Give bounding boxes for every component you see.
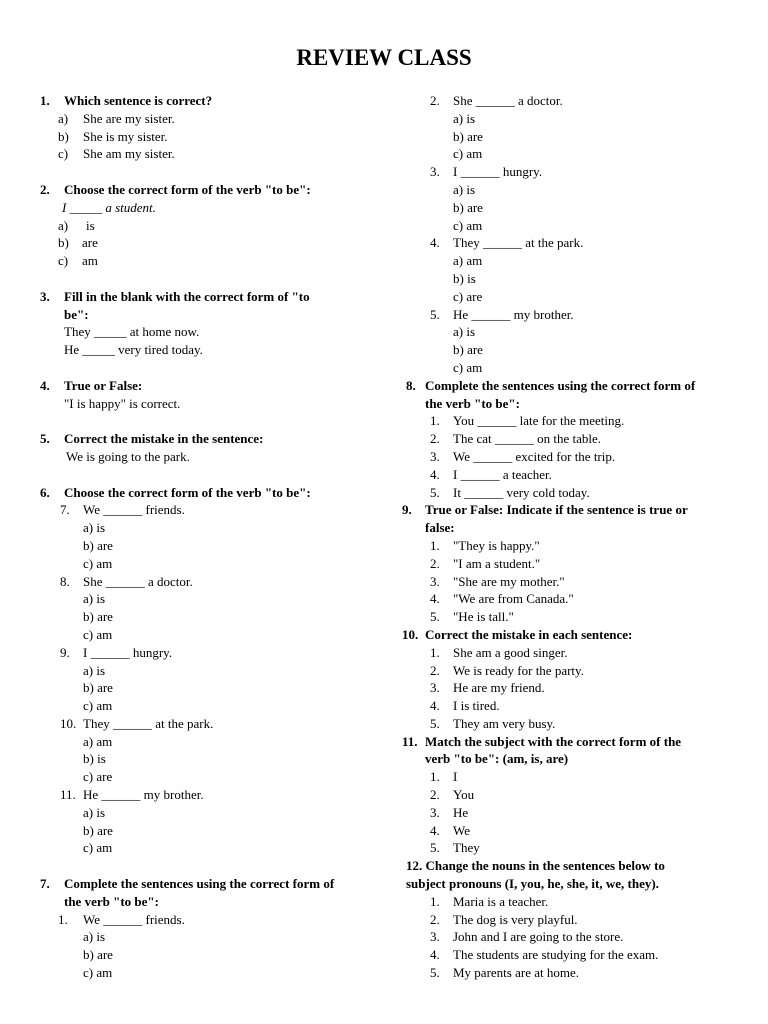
text-line <box>400 199 740 217</box>
text-span: c) am <box>83 698 113 714</box>
text-span: 7. <box>60 502 70 518</box>
text-span: 2. <box>430 93 440 108</box>
text-line <box>40 911 370 929</box>
text-line <box>40 555 370 573</box>
text-span: 1. <box>430 769 440 785</box>
text-span: 5. <box>430 840 440 856</box>
text-line <box>40 341 370 359</box>
text-span: They am very busy. <box>453 715 556 731</box>
text-span: a) <box>58 110 69 126</box>
text-line <box>40 822 370 840</box>
text-span: I ______ a teacher. <box>453 466 552 482</box>
text-span: Correct the mistake in each sentence: <box>425 626 633 642</box>
text-span: Maria is a teacher. <box>453 893 549 909</box>
text-span: He <box>453 804 469 820</box>
text-line <box>40 234 370 252</box>
text-span: We ______ excited for the trip. <box>453 448 616 464</box>
text-line <box>400 217 740 235</box>
text-line <box>400 128 740 146</box>
text-span: The dog is very playful. <box>453 911 578 927</box>
text-span: They _____ at home now. <box>64 324 200 340</box>
text-span: 8. <box>60 573 70 589</box>
text-span: She is my sister. <box>83 128 168 144</box>
text-span: We ______ friends. <box>83 911 185 927</box>
text-span: She ______ a doctor. <box>83 573 193 589</box>
text-span: I _____ a student. <box>62 199 156 215</box>
text-span: Complete the sentences using the correct form of <box>425 377 696 393</box>
text-line <box>400 484 740 502</box>
text-span: 1. <box>430 893 440 909</box>
text-line <box>400 555 740 573</box>
text-line <box>40 786 370 804</box>
text-span: You <box>453 787 475 803</box>
spacer <box>40 466 370 484</box>
text-span: 3. <box>430 929 440 945</box>
text-span: 9. <box>402 502 412 518</box>
text-span: 3. <box>430 164 440 180</box>
text-span: c) am <box>83 840 113 856</box>
text-span: She are my sister. <box>83 110 175 126</box>
text-line <box>400 750 740 768</box>
text-line <box>40 377 370 395</box>
text-span: "They is happy." <box>453 537 540 553</box>
text-span: b) are <box>453 199 483 215</box>
text-span: 5. <box>430 965 440 981</box>
text-line <box>400 928 740 946</box>
text-line <box>40 662 370 680</box>
text-line <box>400 252 740 270</box>
text-span: John and I are going to the store. <box>453 929 624 945</box>
text-span: The students are studying for the exam. <box>453 947 659 963</box>
text-span: Correct the mistake in the sentence: <box>64 431 264 447</box>
text-line <box>40 199 370 217</box>
text-line <box>400 946 740 964</box>
text-line <box>400 519 740 537</box>
text-span: false: <box>425 520 455 536</box>
text-line <box>40 430 370 448</box>
text-span: They <box>453 840 480 856</box>
text-span: He ______ my brother. <box>83 787 204 803</box>
text-span: He ______ my brother. <box>453 306 574 322</box>
text-span: We is going to the park. <box>66 448 190 464</box>
text-span: b) are <box>453 128 483 144</box>
text-span: They ______ at the park. <box>453 235 584 251</box>
text-line <box>400 679 740 697</box>
text-line <box>40 217 370 235</box>
text-span: She am a good singer. <box>453 644 568 660</box>
text-span: 2. <box>430 431 440 447</box>
text-span: It ______ very cold today. <box>453 484 590 500</box>
text-span: He are my friend. <box>453 680 545 696</box>
text-span: a) is <box>453 110 476 126</box>
spacer <box>40 163 370 181</box>
text-line <box>40 715 370 733</box>
text-span: 10. <box>60 715 77 731</box>
text-line <box>400 466 740 484</box>
text-span: a) is <box>453 324 476 340</box>
text-line <box>40 323 370 341</box>
text-line <box>400 537 740 555</box>
text-span: 4. <box>430 591 440 607</box>
text-line <box>40 590 370 608</box>
text-line <box>40 608 370 626</box>
text-line <box>40 573 370 591</box>
text-span: 1. <box>430 413 440 429</box>
text-span: Fill in the blank with the correct form of "to <box>64 288 310 304</box>
text-span: be": <box>64 306 89 322</box>
text-line <box>40 697 370 715</box>
text-span: c) are <box>83 769 113 785</box>
text-span: 1. <box>40 93 50 108</box>
text-span: 4. <box>430 698 440 714</box>
text-span: We is ready for the party. <box>453 662 584 678</box>
right-column <box>400 92 740 982</box>
text-line <box>40 448 370 466</box>
text-span: a) is <box>83 591 106 607</box>
text-span: 12. Change the nouns in the sentences below to <box>406 858 665 874</box>
text-span: a) is <box>453 181 476 197</box>
text-span: 4. <box>430 466 440 482</box>
text-span: b) is <box>453 270 476 286</box>
text-span: 2. <box>430 662 440 678</box>
text-span: b) <box>58 128 69 144</box>
text-line <box>400 395 740 413</box>
text-span: "I am a student." <box>453 555 541 571</box>
text-span: You ______ late for the meeting. <box>453 413 625 429</box>
text-span: verb "to be": (am, is, are) <box>425 751 569 767</box>
text-span: 7. <box>40 876 50 892</box>
text-span: 11. <box>402 733 418 749</box>
left-column <box>40 92 370 982</box>
text-span: c) am <box>83 965 113 981</box>
text-line <box>400 697 740 715</box>
text-line <box>40 537 370 555</box>
text-line <box>40 946 370 964</box>
text-span: 2. <box>430 911 440 927</box>
text-span: a) is <box>83 804 106 820</box>
text-span: We <box>453 822 470 838</box>
text-line <box>40 128 370 146</box>
text-span: 2. <box>430 555 440 571</box>
spacer <box>40 857 370 875</box>
text-line <box>40 288 370 306</box>
text-line <box>40 484 370 502</box>
text-line <box>400 341 740 359</box>
text-span: c) <box>58 146 69 162</box>
text-span: 1. <box>430 537 440 553</box>
text-line <box>40 679 370 697</box>
text-line <box>400 626 740 644</box>
text-span: c) am <box>453 146 483 162</box>
text-line <box>400 145 740 163</box>
text-span: a) <box>58 217 69 233</box>
text-line <box>400 448 740 466</box>
text-line <box>400 662 740 680</box>
text-span: "He is tall." <box>453 609 514 625</box>
text-line <box>400 181 740 199</box>
text-span: 5. <box>40 431 50 447</box>
text-line <box>400 733 740 751</box>
text-span: am <box>82 253 98 269</box>
text-span: She ______ a doctor. <box>453 93 563 108</box>
text-span: He _____ very tired today. <box>64 342 203 358</box>
text-span: b) are <box>83 947 113 963</box>
text-line <box>400 875 740 893</box>
text-span: b) are <box>83 609 113 625</box>
text-line <box>40 92 370 110</box>
text-span: Match the subject with the correct form of the <box>425 733 682 749</box>
spacer <box>40 270 370 288</box>
text-line <box>400 501 740 519</box>
text-span: True or False: Indicate if the sentence is true or <box>425 502 688 518</box>
text-span: 5. <box>430 715 440 731</box>
text-line <box>400 163 740 181</box>
text-span: 4. <box>430 235 440 251</box>
text-span: My parents are at home. <box>453 965 579 981</box>
text-span: c) am <box>83 626 113 642</box>
text-span: Choose the correct form of the verb "to be": <box>64 181 311 197</box>
text-span: 2. <box>40 181 50 197</box>
text-span: They ______ at the park. <box>83 715 214 731</box>
text-line <box>400 590 740 608</box>
text-span: 5. <box>430 484 440 500</box>
text-span: Complete the sentences using the correct form of <box>64 876 335 892</box>
text-span: a) is <box>83 662 106 678</box>
text-span: b) are <box>453 342 483 358</box>
text-span: are <box>82 235 98 251</box>
text-line <box>400 768 740 786</box>
text-line <box>40 893 370 911</box>
text-span: 5. <box>430 609 440 625</box>
text-line <box>400 270 740 288</box>
text-line <box>400 412 740 430</box>
text-line <box>40 145 370 163</box>
text-span: b) is <box>83 751 106 767</box>
text-span: b) are <box>83 822 113 838</box>
text-line <box>40 395 370 413</box>
text-span: c) am <box>83 555 113 571</box>
text-line <box>40 306 370 324</box>
text-line <box>400 911 740 929</box>
text-span: a) is <box>83 929 106 945</box>
text-span: 11. <box>60 787 76 803</box>
text-span: She am my sister. <box>83 146 175 162</box>
text-line <box>40 644 370 662</box>
text-span: c) <box>58 253 69 269</box>
text-line <box>400 306 740 324</box>
text-span: 9. <box>60 644 70 660</box>
text-span: 4. <box>430 822 440 838</box>
text-span: 2. <box>430 787 440 803</box>
text-span: b) are <box>83 537 113 553</box>
text-span: I is tired. <box>453 698 500 714</box>
text-line <box>400 715 740 733</box>
text-line <box>40 501 370 519</box>
text-line <box>40 964 370 982</box>
text-line <box>400 573 740 591</box>
text-span: c) am <box>453 217 483 233</box>
text-span: b) <box>58 235 69 251</box>
text-span: 3. <box>40 288 50 304</box>
spacer <box>40 412 370 430</box>
text-span: the verb "to be": <box>64 893 159 909</box>
text-span: "I is happy" is correct. <box>64 395 181 411</box>
text-span: subject pronouns (I, you, he, she, it, we, they). <box>406 876 659 892</box>
text-span: a) am <box>83 733 113 749</box>
text-line <box>40 181 370 199</box>
text-span: I ______ hungry. <box>453 164 543 180</box>
text-span: a) is <box>83 520 106 536</box>
text-line <box>400 430 740 448</box>
text-line <box>40 928 370 946</box>
text-span: a) am <box>453 253 483 269</box>
text-line <box>400 359 740 377</box>
text-span: I ______ hungry. <box>83 644 173 660</box>
text-line <box>400 288 740 306</box>
text-line <box>40 875 370 893</box>
text-span: 10. <box>402 626 419 642</box>
text-line <box>40 839 370 857</box>
text-span: 4. <box>430 947 440 963</box>
text-line <box>400 110 740 128</box>
text-line <box>40 519 370 537</box>
text-line <box>40 110 370 128</box>
text-span: The cat ______ on the table. <box>453 431 602 447</box>
text-span: 5. <box>430 306 440 322</box>
text-span: We ______ friends. <box>83 502 185 518</box>
text-span: c) are <box>453 288 483 304</box>
text-line <box>400 234 740 252</box>
text-span: 4. <box>40 377 50 393</box>
text-span: 3. <box>430 448 440 464</box>
text-line <box>400 92 740 110</box>
text-span: the verb "to be": <box>425 395 520 411</box>
text-line <box>400 608 740 626</box>
text-line <box>400 377 740 395</box>
text-span: 3. <box>430 804 440 820</box>
text-span: "We are from Canada." <box>453 591 574 607</box>
text-span: 8. <box>406 377 416 393</box>
text-line <box>400 964 740 982</box>
text-line <box>400 644 740 662</box>
spacer <box>40 359 370 377</box>
text-line <box>40 733 370 751</box>
text-span: c) am <box>453 359 483 375</box>
text-line <box>40 750 370 768</box>
text-span: 3. <box>430 680 440 696</box>
text-line <box>400 323 740 341</box>
text-span: 1. <box>430 644 440 660</box>
text-span: True or False: <box>64 377 143 393</box>
text-line <box>40 626 370 644</box>
text-line <box>400 839 740 857</box>
text-line <box>40 252 370 270</box>
text-line <box>400 804 740 822</box>
text-span: 3. <box>430 573 440 589</box>
text-line <box>400 893 740 911</box>
text-span: I <box>453 769 458 785</box>
text-span: 1. <box>58 911 68 927</box>
text-line <box>40 768 370 786</box>
text-span: is <box>86 217 95 233</box>
page-title: REVIEW CLASS <box>296 45 472 70</box>
text-line <box>40 804 370 822</box>
text-span: b) are <box>83 680 113 696</box>
text-span: 6. <box>40 484 50 500</box>
text-span: Which sentence is correct? <box>64 93 213 108</box>
text-span: Choose the correct form of the verb "to be": <box>64 484 311 500</box>
text-line <box>400 786 740 804</box>
text-span: "She are my mother." <box>453 573 565 589</box>
text-line <box>400 822 740 840</box>
text-line <box>400 857 740 875</box>
